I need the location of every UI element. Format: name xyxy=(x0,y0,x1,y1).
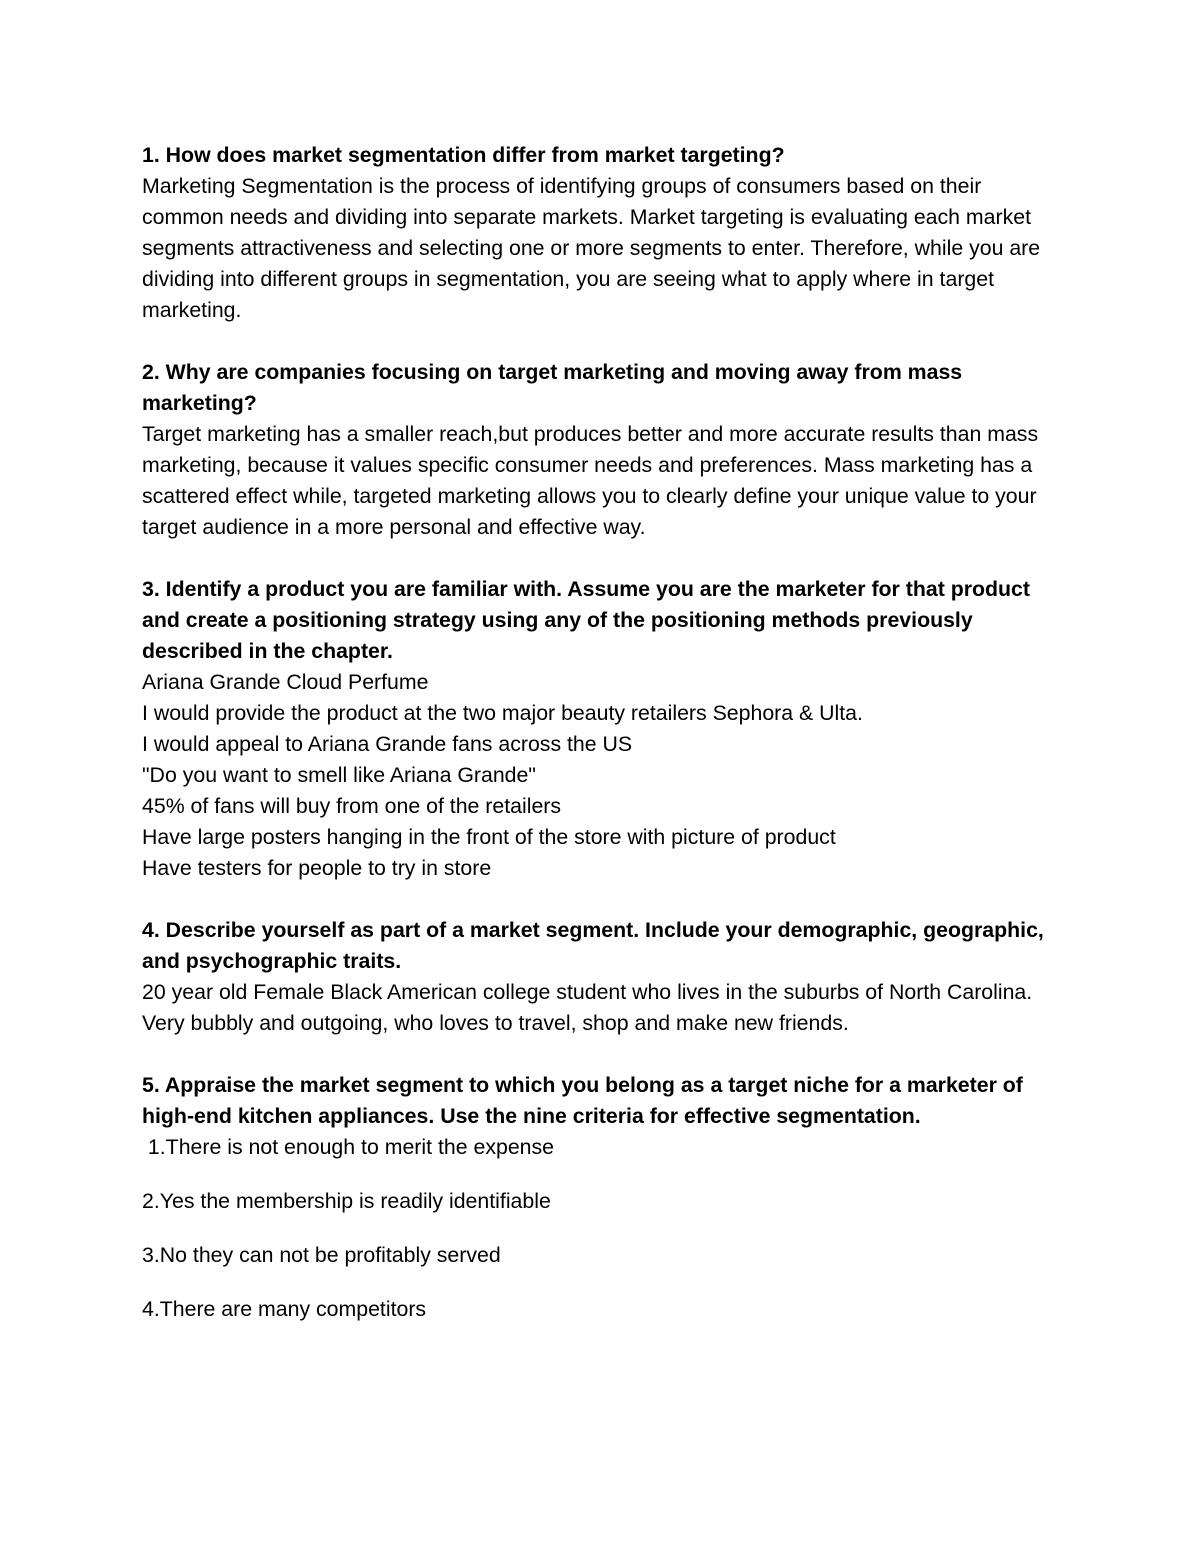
criteria-item: 3.No they can not be profitably served xyxy=(142,1243,501,1267)
answer-3-line: Ariana Grande Cloud Perfume xyxy=(142,670,429,694)
answer-5 xyxy=(142,1132,1057,1325)
answer-3-line: I would appeal to Ariana Grande fans across the US xyxy=(142,732,633,756)
document-page xyxy=(142,140,1057,1356)
answer-3 xyxy=(142,667,1057,884)
criteria-item: 1.There is not enough to merit the expense xyxy=(142,1135,554,1159)
qa-block-1 xyxy=(142,140,1057,326)
qa-block-3 xyxy=(142,574,1057,884)
question-4: 4. Describe yourself as part of a market segment. Include your demographic, geographic, and psychographic traits. xyxy=(142,918,1044,973)
question-3: 3. Identify a product you are familiar with. Assume you are the marketer for that product and create a positioning strategy using any of the positioning methods previously described in the chapter. xyxy=(142,577,1030,663)
answer-2: Target marketing has a smaller reach,but produces better and more accurate results than mass marketing, because it values specific consumer needs and preferences. Mass marketing has a scattered effect while, targeted marketing allows you to clearly define your unique value to your target audience in a more personal and effective way. xyxy=(142,422,1039,539)
criteria-item: 2.Yes the membership is readily identifiable xyxy=(142,1189,551,1213)
answer-3-line: "Do you want to smell like Ariana Grande" xyxy=(142,763,536,787)
question-2: 2. Why are companies focusing on target marketing and moving away from mass marketing? xyxy=(142,360,963,415)
answer-3-line: Have testers for people to try in store xyxy=(142,856,492,880)
question-1: 1. How does market segmentation differ from market targeting? xyxy=(142,143,785,167)
question-5: 5. Appraise the market segment to which you belong as a target niche for a marketer of high-end kitchen appliances. Use the nine criteria for effective segmentation. xyxy=(142,1073,1023,1128)
answer-4: 20 year old Female Black American college student who lives in the suburbs of North Carolina. Very bubbly and outgoing, who loves to travel, shop and make new friends. xyxy=(142,980,1033,1035)
qa-block-2 xyxy=(142,357,1057,543)
qa-block-4 xyxy=(142,915,1057,1039)
answer-3-line: Have large posters hanging in the front of the store with picture of product xyxy=(142,825,836,849)
answer-3-line: 45% of fans will buy from one of the retailers xyxy=(142,794,562,818)
answer-1: Marketing Segmentation is the process of identifying groups of consumers based on their common needs and dividing into separate markets. Market targeting is evaluating each market segments attractiveness and selecting one or more segments to enter. Therefore, while you are dividing into different groups in segmentation, you are seeing what to apply where in target marketing. xyxy=(142,174,1041,322)
criteria-item: 4.There are many competitors xyxy=(142,1297,427,1321)
qa-block-5 xyxy=(142,1070,1057,1325)
answer-3-line: I would provide the product at the two major beauty retailers Sephora & Ulta. xyxy=(142,701,863,725)
